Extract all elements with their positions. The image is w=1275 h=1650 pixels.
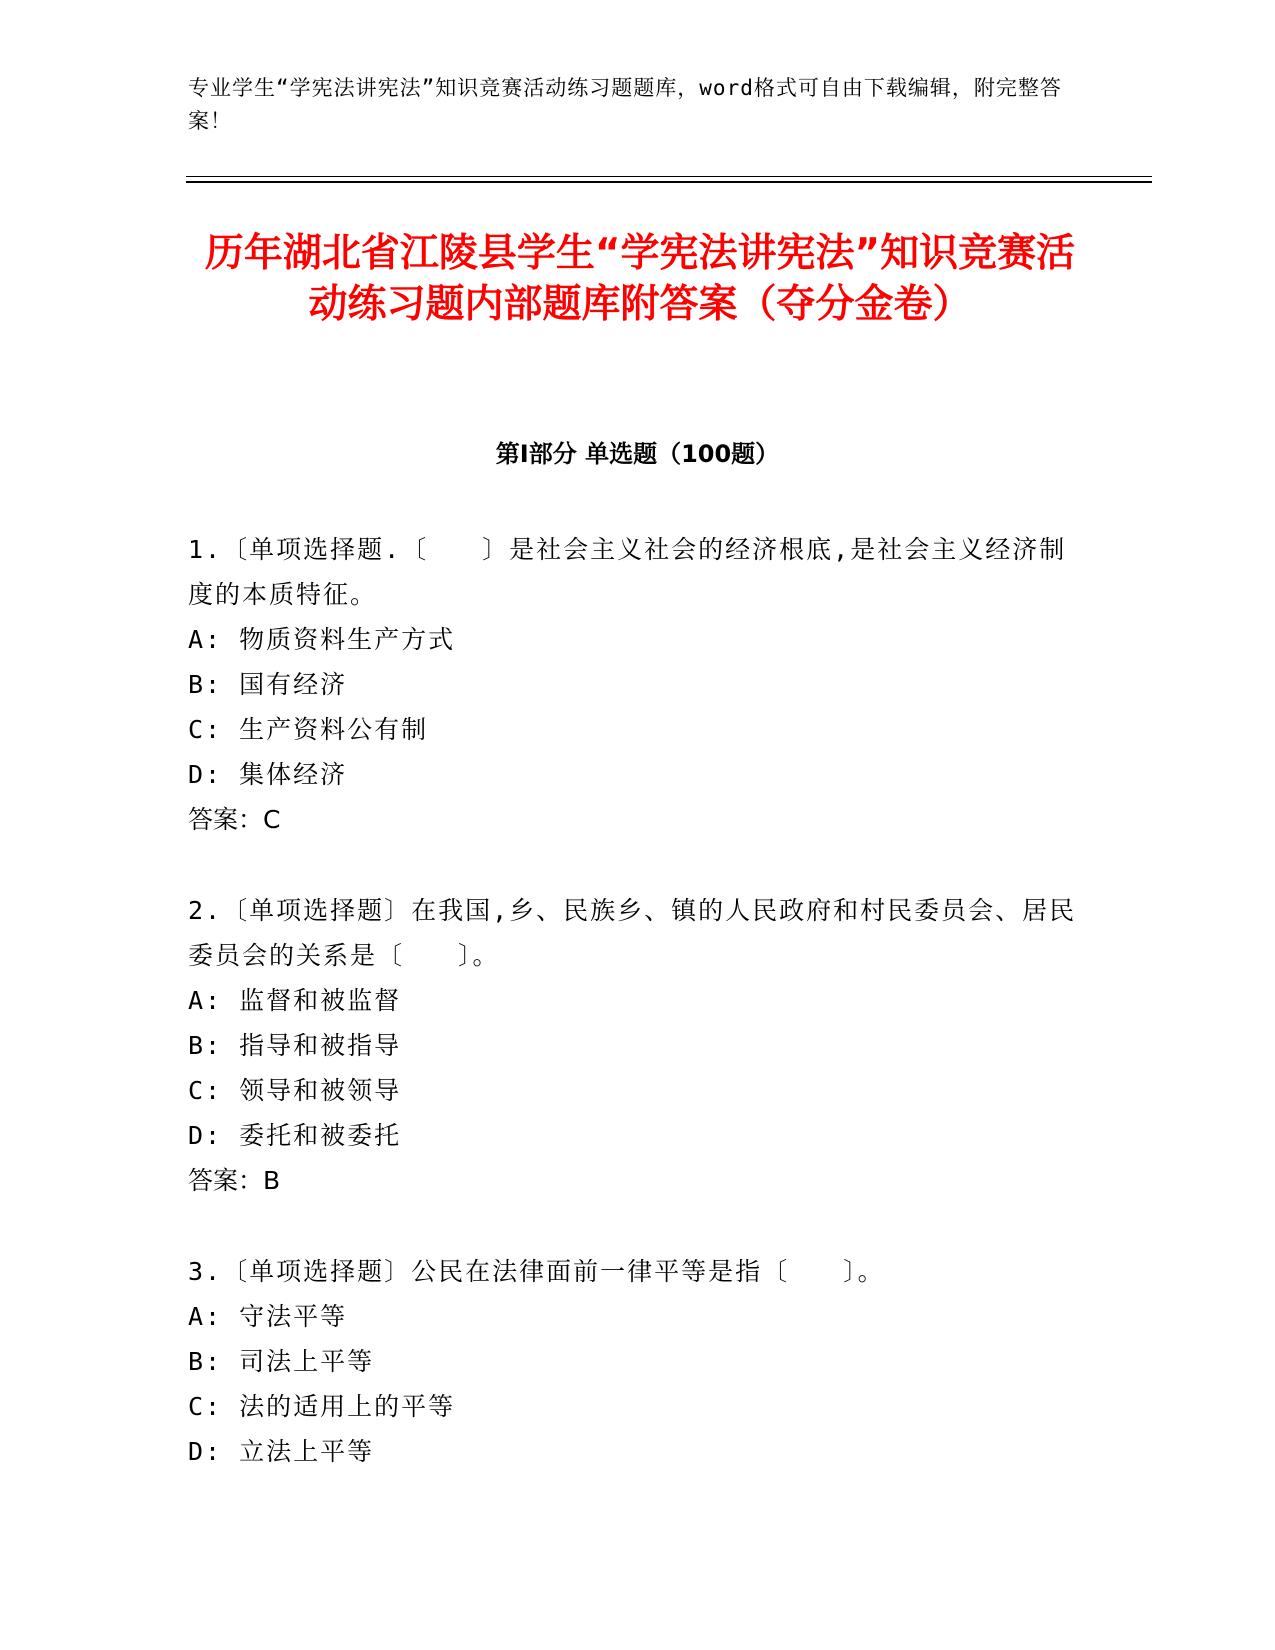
option-b: B: 指导和被指导 bbox=[188, 1031, 402, 1060]
answer-line: 答案：B bbox=[188, 1166, 281, 1195]
question-stem: 2.〔单项选择题〕在我国,乡、民族乡、镇的人民政府和村民委员会、居民委员会的关系是〔 〕。 bbox=[188, 896, 1077, 970]
option-b: B: 司法上平等 bbox=[188, 1347, 375, 1376]
option-a: A: 守法平等 bbox=[188, 1302, 348, 1331]
question-3 bbox=[188, 1249, 1088, 1474]
question-1 bbox=[188, 527, 1088, 842]
option-a: A: 物质资料生产方式 bbox=[188, 625, 456, 654]
option-b: B: 国有经济 bbox=[188, 670, 348, 699]
option-d: D: 委托和被委托 bbox=[188, 1121, 402, 1150]
option-c: C: 领导和被领导 bbox=[188, 1076, 402, 1105]
option-c: C: 生产资料公有制 bbox=[188, 715, 429, 744]
question-stem: 1.〔单项选择题.〔 〕是社会主义社会的经济根底,是社会主义经济制度的本质特征。 bbox=[188, 535, 1067, 609]
section-heading: 第Ⅰ部分 单选题（100题） bbox=[495, 440, 780, 468]
answer-line: 答案：C bbox=[188, 805, 281, 834]
option-a: A: 监督和被监督 bbox=[188, 986, 402, 1015]
header-note: 专业学生“学宪法讲宪法”知识竞赛活动练习题题库，word格式可自由下载编辑，附完整答案！ bbox=[188, 76, 1062, 133]
header-divider-thick bbox=[186, 181, 1152, 183]
option-c: C: 法的适用上的平等 bbox=[188, 1392, 456, 1421]
header-divider-thin bbox=[186, 176, 1152, 177]
question-2 bbox=[188, 888, 1088, 1203]
document-title: 历年湖北省江陵县学生“学宪法讲宪法”知识竞赛活动练习题内部题库附答案（夺分金卷） bbox=[204, 231, 1076, 327]
question-stem: 3.〔单项选择题〕公民在法律面前一律平等是指〔 〕。 bbox=[188, 1257, 885, 1286]
option-d: D: 集体经济 bbox=[188, 760, 348, 789]
option-d: D: 立法上平等 bbox=[188, 1437, 375, 1466]
